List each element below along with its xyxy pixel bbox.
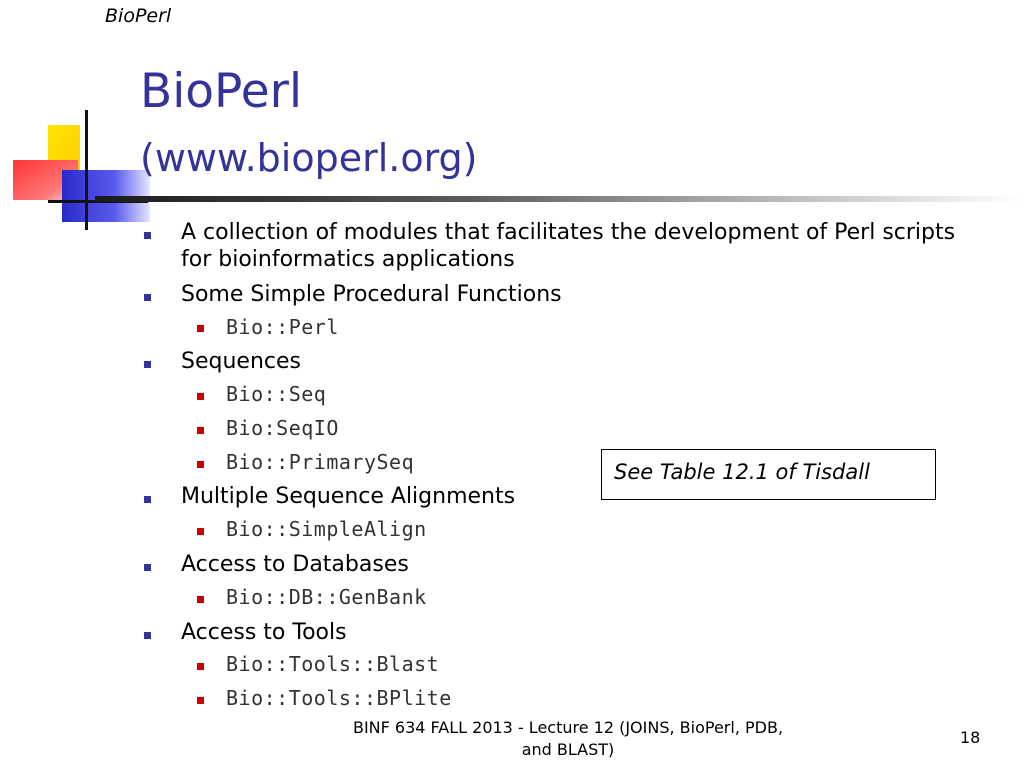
bullet-text: Sequences xyxy=(181,349,301,374)
sub-bullet-marker xyxy=(197,393,204,400)
bullet-item xyxy=(181,551,409,578)
bullet-item xyxy=(181,219,955,246)
bullet-text: Multiple Sequence Alignments xyxy=(181,484,516,509)
header-label: BioPerl xyxy=(105,5,172,27)
footer-line: and BLAST) xyxy=(521,740,615,759)
sub-bullet-marker xyxy=(197,461,204,468)
bullet-item xyxy=(181,348,301,375)
slide-subtitle: (www.bioperl.org) xyxy=(140,136,478,180)
sub-bullet-marker xyxy=(197,697,204,704)
slide-title: BioPerl xyxy=(140,64,303,119)
bullet-marker xyxy=(144,564,151,571)
bullet-marker xyxy=(144,232,151,239)
sub-bullet-item xyxy=(226,516,427,543)
bullet-marker xyxy=(144,632,151,639)
sub-bullet-item xyxy=(226,415,339,442)
footer-line: BINF 634 FALL 2013 - Lecture 12 (JOINS, BioPerl, PDB, xyxy=(352,718,784,737)
bullet-marker xyxy=(144,294,151,301)
sub-bullet-marker xyxy=(197,427,204,434)
bullet-text: for bioinformatics applications xyxy=(181,247,515,272)
sub-bullet-text: Bio::Tools::Blast xyxy=(226,652,440,676)
bullet-item xyxy=(181,483,515,510)
sub-bullet-item xyxy=(226,449,414,476)
page-number: 18 xyxy=(960,728,981,747)
sub-bullet-item xyxy=(226,685,452,712)
sub-bullet-item xyxy=(226,584,427,611)
note-text: See Table 12.1 of Tisdall xyxy=(614,460,870,484)
sub-bullet-text: Bio::Tools::BPlite xyxy=(226,686,452,710)
sub-bullet-text: Bio::DB::GenBank xyxy=(226,585,427,609)
footer-text xyxy=(318,717,818,761)
bullet-text: A collection of modules that facilitates the development of Perl scripts xyxy=(181,220,956,245)
sub-bullet-item xyxy=(226,314,339,341)
bullet-marker xyxy=(144,361,151,368)
bullet-item xyxy=(181,619,347,646)
sub-bullet-marker xyxy=(197,528,204,535)
bullet-item xyxy=(181,246,515,273)
sub-bullet-text: Bio:SeqIO xyxy=(226,416,339,440)
bullet-marker xyxy=(144,496,151,503)
sub-bullet-text: Bio::PrimarySeq xyxy=(226,450,415,474)
sub-bullet-text: Bio::Perl xyxy=(226,315,339,339)
bullet-item xyxy=(181,281,562,308)
bullet-text: Some Simple Procedural Functions xyxy=(181,282,562,307)
sub-bullet-marker xyxy=(197,325,204,332)
sub-bullet-marker xyxy=(197,663,204,670)
bullet-text: Access to Tools xyxy=(181,620,347,645)
sub-bullet-item xyxy=(226,381,326,408)
note-box xyxy=(601,449,936,500)
sub-bullet-item xyxy=(226,651,439,678)
sub-bullet-text: Bio::SimpleAlign xyxy=(226,517,427,541)
sub-bullet-text: Bio::Seq xyxy=(226,382,327,406)
bullet-text: Access to Databases xyxy=(181,552,409,577)
sub-bullet-marker xyxy=(197,596,204,603)
